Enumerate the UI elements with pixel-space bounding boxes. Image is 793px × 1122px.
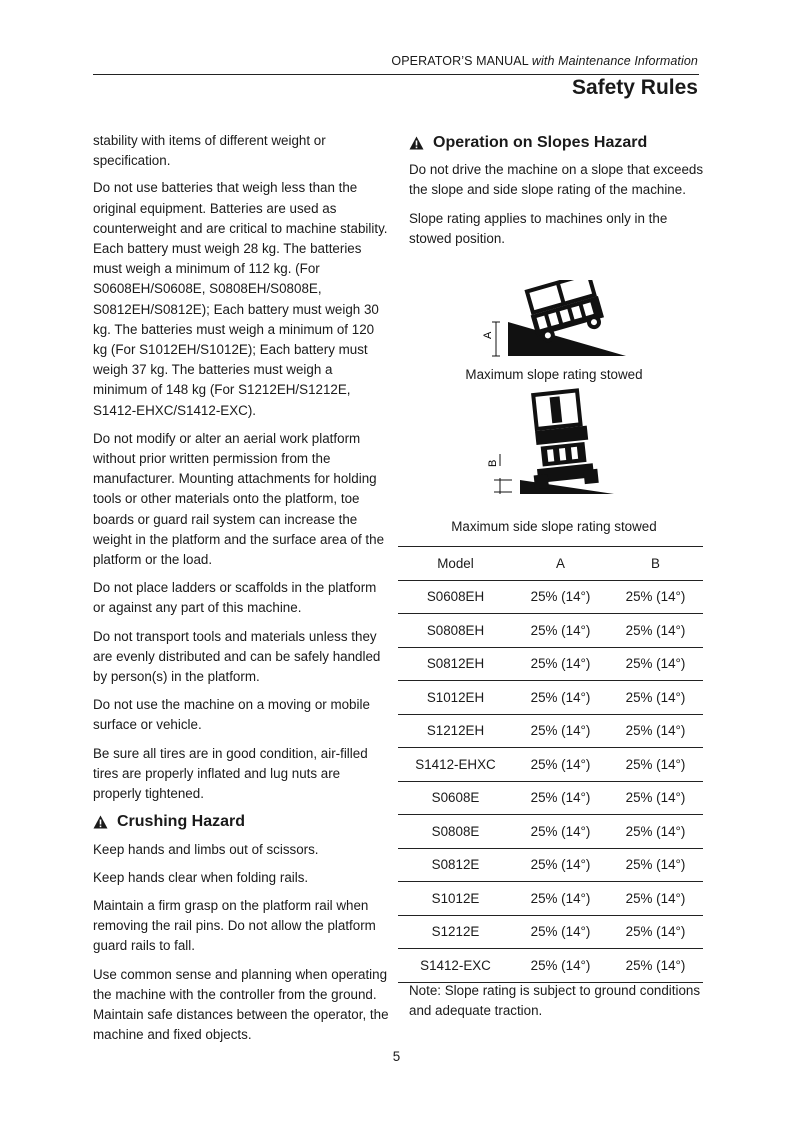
slope-rating-table [398,546,703,983]
paragraph: Use common sense and planning when operating the machine with the controller from the ground. Maintain safe distances between the operator, the machine and fixed objects. [93,966,389,1043]
model-cell: S0808E [398,815,513,849]
warning-triangle-icon [409,136,424,150]
paragraph: stability with items of different weight or specification. [93,133,326,169]
paragraph: Do not use the machine on a moving or mobile surface or vehicle. [93,697,370,733]
slope-label-b: B [487,459,499,467]
slope-a-cell: 25% (14°) [513,647,608,681]
left-column [93,131,389,1053]
slope-note: Note: Slope rating is subject to ground conditions and adequate traction. [409,983,701,1019]
table-header-row [398,547,703,581]
model-cell: S1412-EXC [398,949,513,983]
figure2-caption: Maximum side slope rating stowed [451,519,657,534]
page-title: Safety Rules [571,76,698,99]
slope-b-cell: 25% (14°) [608,647,703,681]
table-row [398,949,703,983]
slopes-hazard-heading [409,133,705,153]
paragraph: Do not place ladders or scaffolds in the platform or against any part of this machine. [93,580,377,616]
column-header-b: B [608,547,703,581]
slope-a-cell: 25% (14°) [513,815,608,849]
slope-b-cell: 25% (14°) [608,781,703,815]
paragraph: Be sure all tires are in good condition, air-filled tires are properly inflated and lug nuts are properly tightened. [93,745,368,802]
table-row [398,647,703,681]
slope-a-cell: 25% (14°) [513,848,608,882]
slope-label-a: A [482,331,494,339]
model-cell: S1212EH [398,714,513,748]
right-column [409,131,705,257]
model-cell: S1012EH [398,681,513,715]
slope-b-cell: 25% (14°) [608,580,703,614]
slope-b-cell: 25% (14°) [608,815,703,849]
paragraph: Do not use batteries that weigh less than the original equipment. Batteries are used as counterweight and are critical to machine stability. Each battery must weigh 28 kg. The batteries must weigh a minimum of 112 kg. (For S0608EH/S0608E, S0808EH/S0808E, S0812EH/S0812E); Each battery must weigh 30 kg. The batteries must weigh a minimum of 120 kg (For S1012EH/S1012E); Each battery must weigh 37 kg. The batteries must weigh a minimum of 148 kg (For S1212EH/S1212E, S1412-EHXC/S1412-EXC). [93,180,388,418]
slope-b-cell: 25% (14°) [608,714,703,748]
model-cell: S0608E [398,781,513,815]
figure1-caption: Maximum slope rating stowed [465,367,643,382]
slope-a-cell: 25% (14°) [513,748,608,782]
table-row [398,681,703,715]
column-header-a: A [513,547,608,581]
model-cell: S1412-EHXC [398,748,513,782]
table-row [398,915,703,949]
slopes-hazard-title: Operation on Slopes Hazard [433,134,648,151]
table-row [398,781,703,815]
slope-a-cell: 25% (14°) [513,714,608,748]
column-header-model: Model [398,547,513,581]
model-cell: S0808EH [398,614,513,648]
slope-a-cell: 25% (14°) [513,781,608,815]
table-row [398,580,703,614]
model-cell: S0608EH [398,580,513,614]
paragraph: Keep hands clear when folding rails. [93,869,309,885]
paragraph: Do not modify or alter an aerial work platform without prior written permission from the manufacturer. Mounting attachments for holding tools or other materials onto the platform, toe boards or guard rail system can increase the weight in the platform and the surface area of the platform or the load. [93,430,385,568]
crushing-hazard-heading [93,812,389,832]
slope-b-cell: 25% (14°) [608,848,703,882]
paragraph: Do not transport tools and materials unless they are evenly distributed and can be safely handled by person(s) in the platform. [93,628,381,685]
manual-title: OPERATOR’S MANUAL [391,54,532,68]
model-cell: S1212E [398,915,513,949]
side-slope-diagram [480,388,618,498]
paragraph: Keep hands and limbs out of scissors. [93,841,319,857]
header-divider [93,74,699,75]
table-row [398,815,703,849]
table-row [398,748,703,782]
table-row [398,848,703,882]
slope-b-cell: 25% (14°) [608,681,703,715]
table-row [398,882,703,916]
slope-b-cell: 25% (14°) [608,748,703,782]
slope-b-cell: 25% (14°) [608,915,703,949]
model-cell: S1012E [398,882,513,916]
paragraph: Do not drive the machine on a slope that exceeds the slope and side slope rating of the machine. [409,162,704,198]
model-cell: S0812EH [398,647,513,681]
page-number: 5 [392,1049,401,1064]
slope-a-cell: 25% (14°) [513,915,608,949]
slope-a-cell: 25% (14°) [513,614,608,648]
slope-diagram [478,280,630,360]
manual-subtitle: with Maintenance Information [531,54,698,68]
slope-a-cell: 25% (14°) [513,681,608,715]
paragraph: Slope rating applies to machines only in the stowed position. [409,210,668,246]
slope-a-cell: 25% (14°) [513,580,608,614]
model-cell: S0812E [398,848,513,882]
slope-b-cell: 25% (14°) [608,882,703,916]
slope-b-cell: 25% (14°) [608,614,703,648]
table-row [398,714,703,748]
slope-a-cell: 25% (14°) [513,882,608,916]
table-row [398,614,703,648]
paragraph: Maintain a firm grasp on the platform rail when removing the rail pins. Do not allow the platform guard rails to fall. [93,897,376,954]
slope-b-cell: 25% (14°) [608,949,703,983]
manual-header [93,54,698,68]
warning-triangle-icon [93,815,108,829]
crushing-hazard-title: Crushing Hazard [117,813,246,831]
slope-a-cell: 25% (14°) [513,949,608,983]
